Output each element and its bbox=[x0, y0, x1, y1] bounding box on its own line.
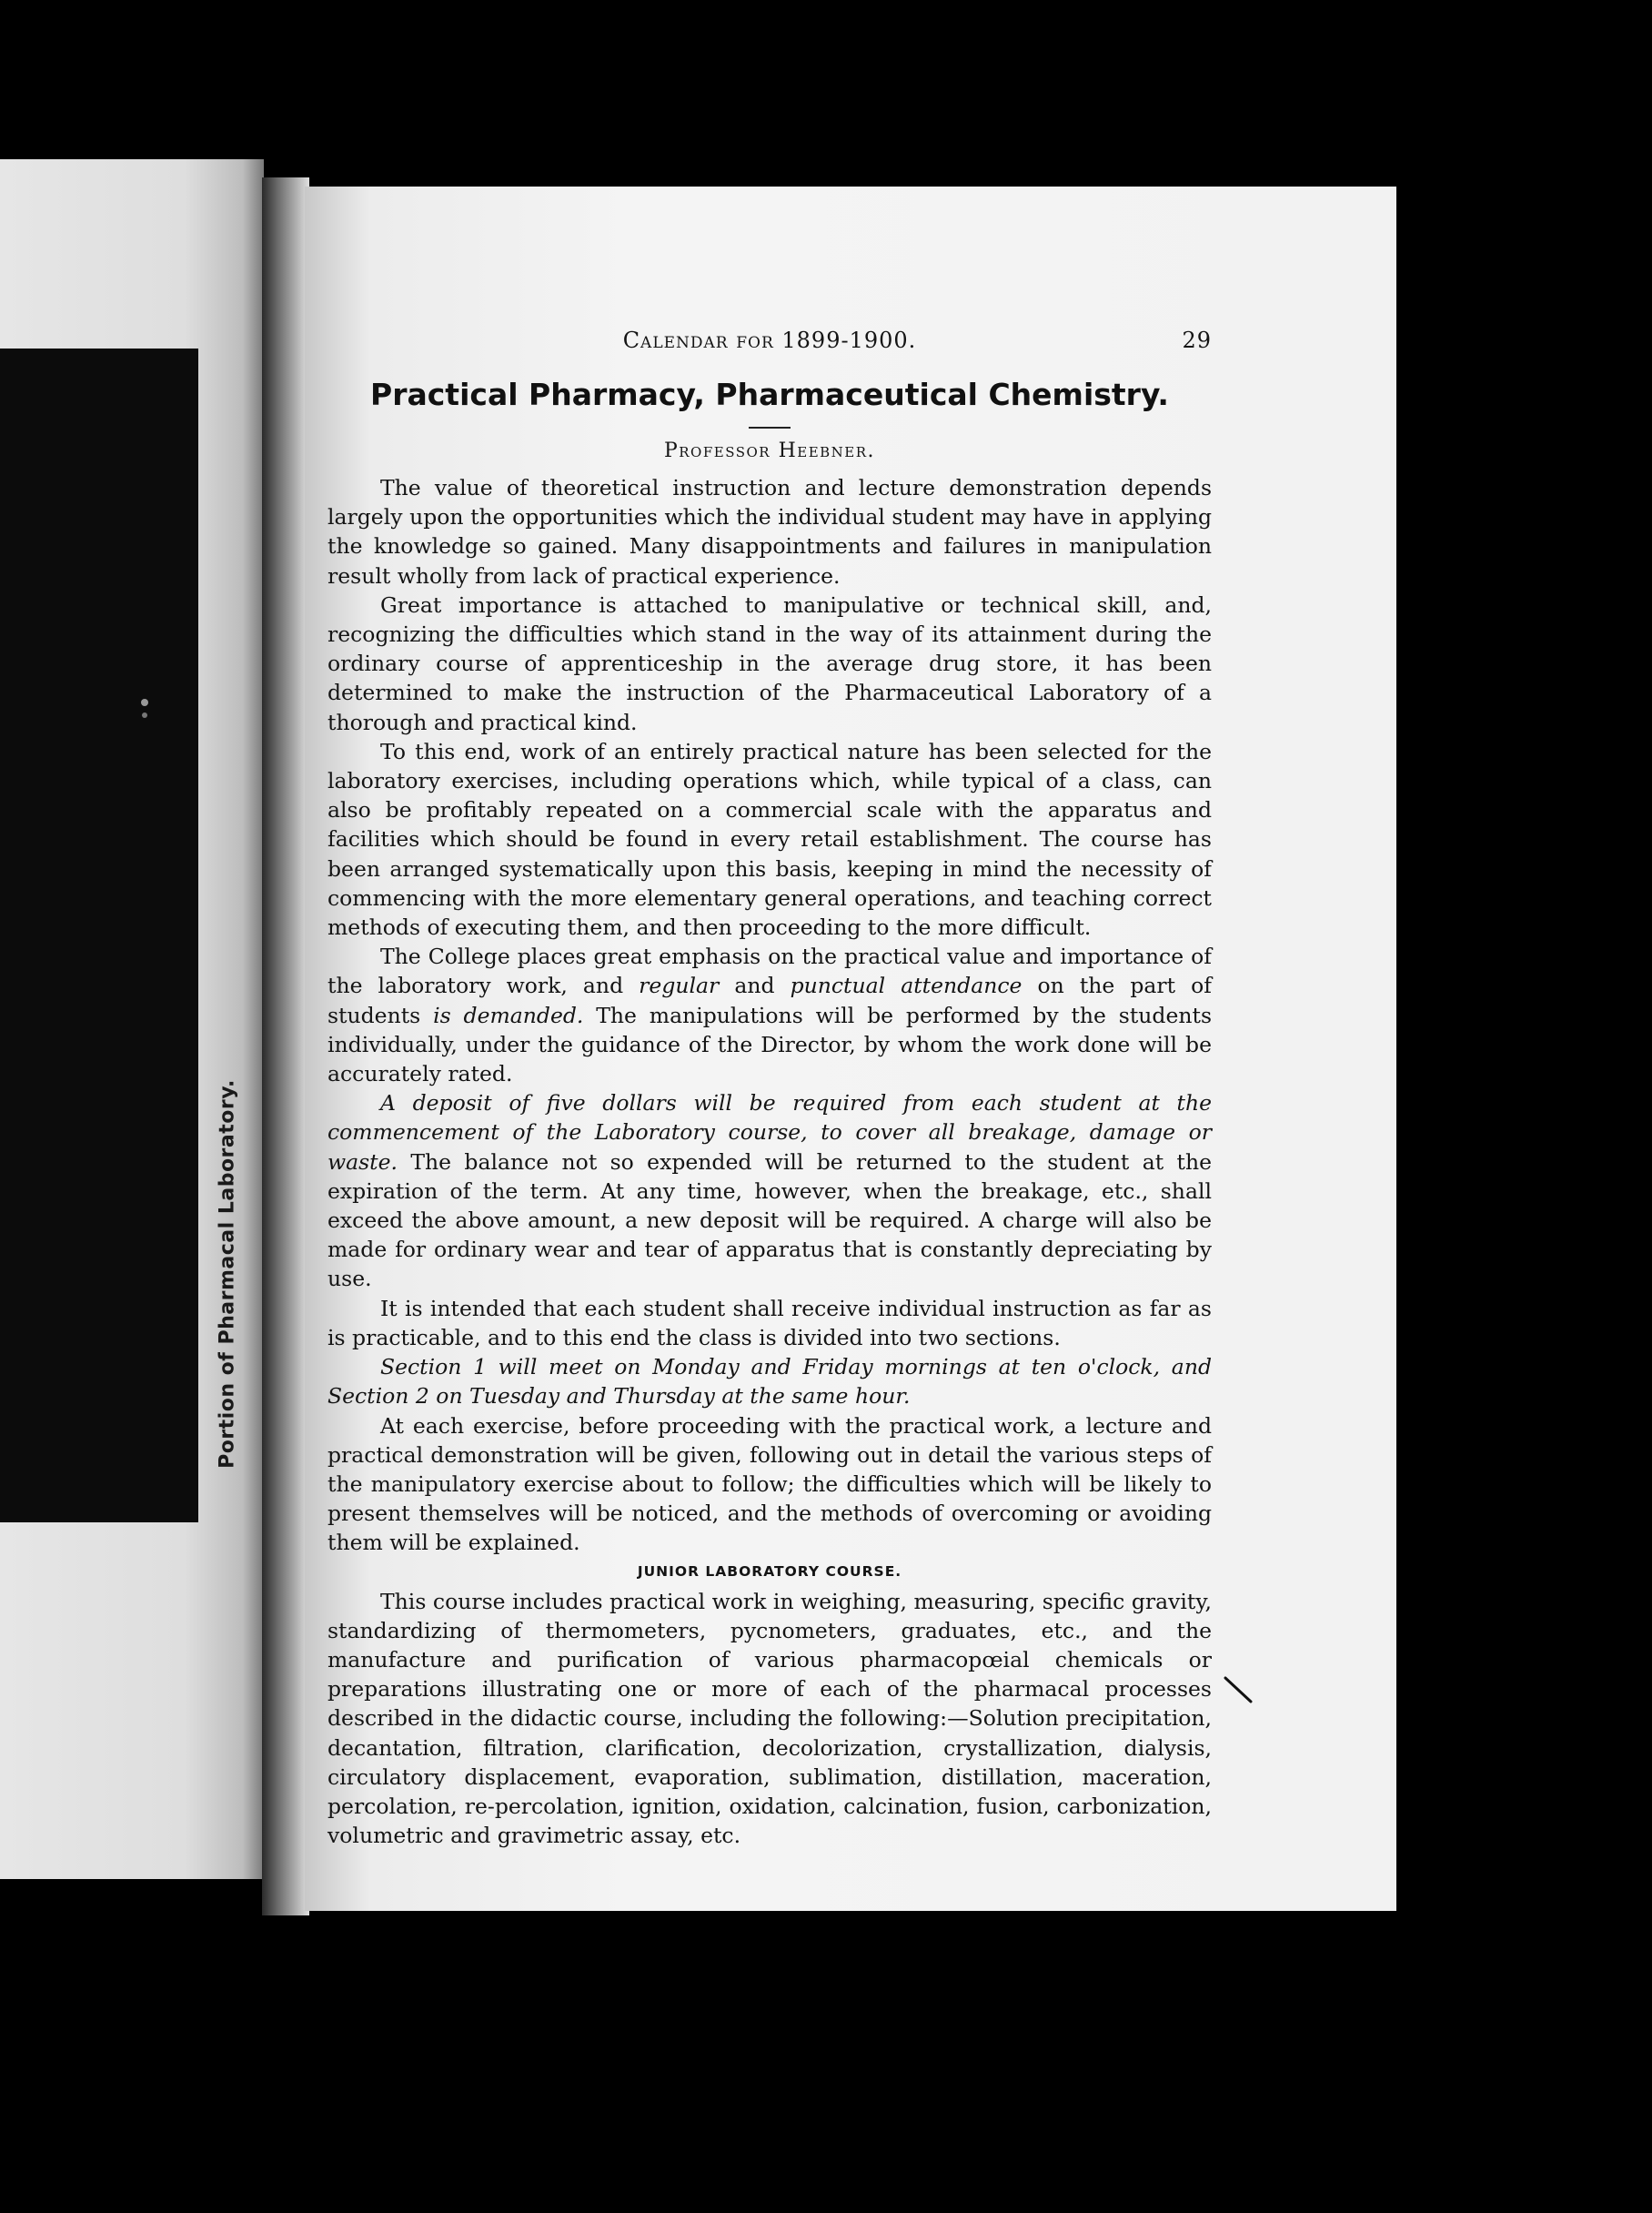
deposit-notice: A deposit of five dollars will be required from each student at the commencement of the Laboratory course, to cover all breakage, damage or waste. bbox=[327, 1090, 1212, 1175]
text-run: on the part of students bbox=[327, 973, 1212, 1028]
page-number: 29 bbox=[1182, 328, 1212, 353]
emphasis-regular: regular bbox=[639, 973, 720, 999]
book-gutter bbox=[262, 177, 309, 1915]
photo-highlight bbox=[141, 699, 148, 706]
deposit-paragraph bbox=[327, 1088, 1212, 1293]
title-rule bbox=[749, 427, 791, 429]
professor-name: Professor Heebner. bbox=[663, 440, 876, 462]
running-head-title: Calendar for 1899-1900. bbox=[622, 328, 917, 353]
laboratory-photograph bbox=[0, 349, 198, 1522]
photo-caption-text: Portion of Pharmacal Laboratory. bbox=[216, 1079, 239, 1469]
junior-course-paragraph: This course includes practical work in weighing, measuring, specific gravity, standardizing of thermometers, pycnometers, graduates, etc., and the manufacture and purification of various pharmacopœial chemicals or preparations illustrating one or more of each of the pharmacal processes described in the didactic course, including the following:—Solution precipitation, decantation, filtration, clarification, decolorization, crystallization, dialysis, circulatory displacement, evaporation, sublimation, distillation, maceration, percolation, re-percolation, ignition, oxidation, calcination, fusion, carbonization, volumetric and gravimetric assay, etc. bbox=[327, 1588, 1212, 1849]
paragraph: Great importance is attached to manipulative or technical skill, and, recognizing the difficulties which stand in the way of its attainment during the ordinary course of apprenticeship in the average drug store, it has been determined to make the instruction of the Pharmaceutical Laboratory of a thorough and practical kind. bbox=[327, 591, 1212, 735]
text-run: The manipulations will be performed by the students individually, under the guidance of the Director, by whom the work done will be accurately rated. bbox=[327, 1002, 1213, 1087]
text-run: The balance not so expended will be returned to the student at the expiration of the term. At any time, however, when the breakage, etc., shall exceed the above amount, a new deposit will be required. A charge will also be made for ordinary wear and tear of apparatus that is constantly depreciating by use. bbox=[327, 1148, 1212, 1292]
emphasis-punctual: punctual attendance bbox=[790, 973, 1022, 999]
page-title: Practical Pharmacy, Pharmaceutical Chemistry. bbox=[370, 377, 1169, 412]
photo-highlight bbox=[142, 712, 147, 718]
text-run: The College places great emphasis on the practical value and importance of the laboratory work, and bbox=[327, 944, 1212, 999]
pencil-mark-icon bbox=[1224, 1674, 1254, 1705]
attendance-paragraph bbox=[327, 942, 1212, 1088]
emphasis-demanded: is demanded. bbox=[433, 1002, 584, 1028]
running-head bbox=[327, 328, 1212, 368]
junior-course-heading: JUNIOR LABORATORY COURSE. bbox=[637, 1562, 902, 1580]
paragraph: The value of theoretical instruction and lecture demonstration depends largely upon the opportunities which the individual student may have in applying the knowledge so gained. Many disappointments and failures in manipulation result wholly from lack of practical experience. bbox=[327, 475, 1212, 589]
sections-schedule: Section 1 will meet on Monday and Friday mornings at ten o'clock, and Section 2 on Tuesday and Thursday at the same hour. bbox=[327, 1354, 1212, 1410]
text-run: and bbox=[719, 973, 791, 999]
sections-paragraph: It is intended that each student shall receive individual instruction as far as is practicable, and to this end the class is divided into two sections. bbox=[327, 1295, 1212, 1350]
paragraph: To this end, work of an entirely practical nature has been selected for the laboratory exercises, including operations which, while typical of a class, can also be profitably repeated on a commercial scale with the apparatus and facilities which should be found in every retail establishment. The course has been arranged systematically upon this basis, keeping in mind the necessity of commencing with the more elementary general operations, and teaching correct methods of executing them, and then proceeding to the more difficult. bbox=[327, 738, 1212, 941]
exercise-paragraph: At each exercise, before proceeding with the practical work, a lecture and practical demonstration will be given, following out in detail the various steps of the manipulatory exercise about to follow; the difficulties which will be likely to present themselves will be noticed, and the methods of overcoming or avoiding them will be explained. bbox=[327, 1412, 1212, 1556]
page-content bbox=[327, 328, 1212, 1850]
